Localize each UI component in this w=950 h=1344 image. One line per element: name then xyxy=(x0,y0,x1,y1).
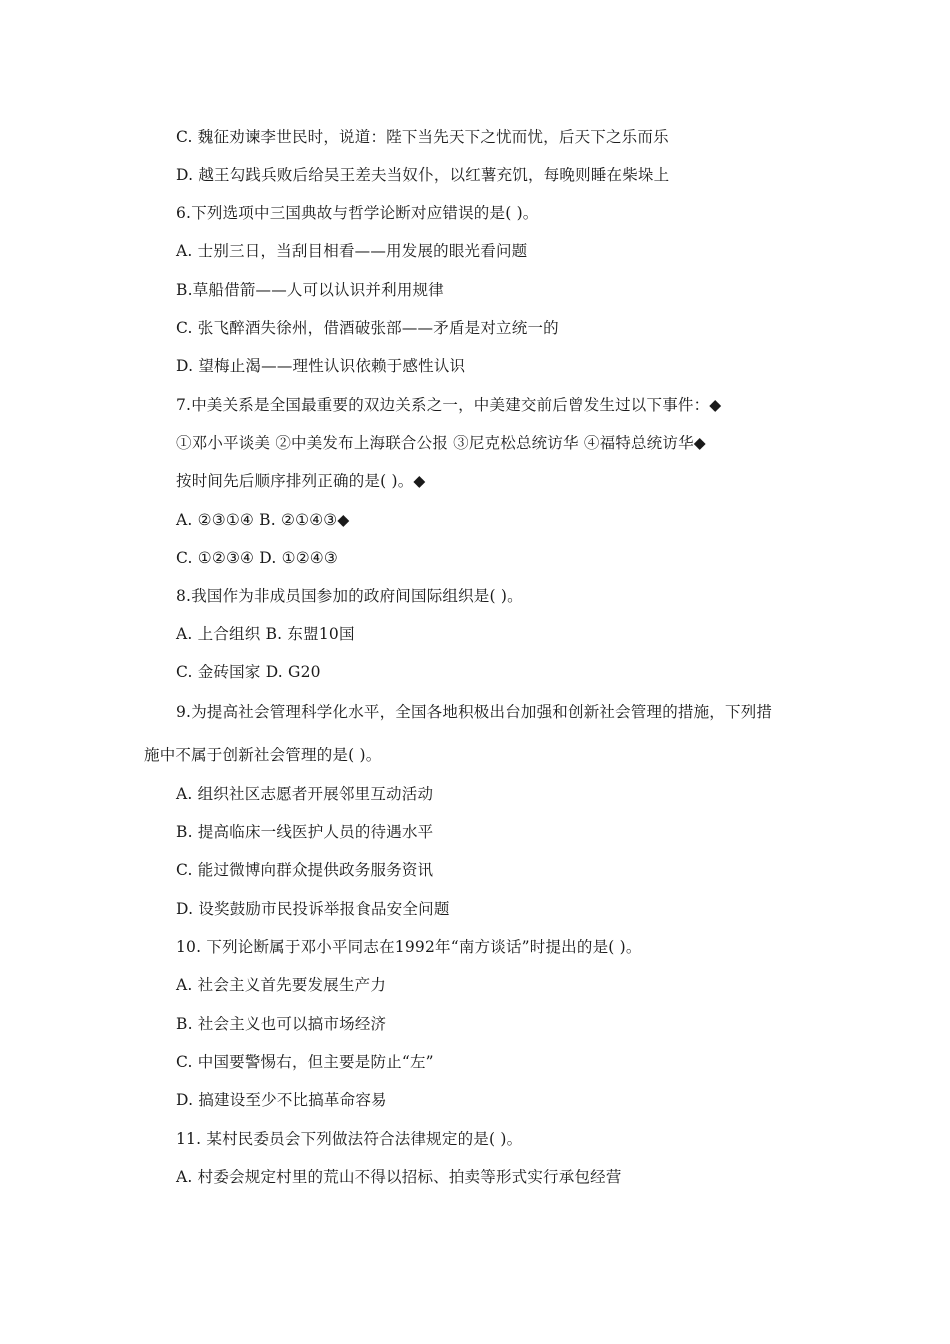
option-6d: D. 望梅止渴——理性认识依赖于感性认识 xyxy=(176,357,466,375)
option-5d: D. 越王勾践兵败后给吴王差夫当奴仆，以红薯充饥，每晚则睡在柴垛上 xyxy=(176,166,670,184)
question-9-cont: 施中不属于创新社会管理的是( )。 xyxy=(144,746,382,764)
option-9a: A. 组织社区志愿者开展邻里互动活动 xyxy=(176,785,434,803)
option-7cd: C. ①②③④ D. ①②④③ xyxy=(176,549,338,567)
option-6b: B.草船借箭——人可以认识并利用规律 xyxy=(176,281,444,299)
option-11a: A. 村委会规定村里的荒山不得以招标、拍卖等形式实行承包经营 xyxy=(176,1168,622,1186)
question-7-events: ①邓小平谈美 ②中美发布上海联合公报 ③尼克松总统访华 ④福特总统访华◆ xyxy=(176,434,706,452)
option-10c: C. 中国要警惕右，但主要是防止“左” xyxy=(176,1053,434,1071)
option-6a: A. 士别三日，当刮目相看——用发展的眼光看问题 xyxy=(176,242,528,260)
option-6c: C. 张飞醉酒失徐州，借酒破张部——矛盾是对立统一的 xyxy=(176,319,559,337)
question-7-prompt: 按时间先后顺序排列正确的是( )。◆ xyxy=(176,472,426,490)
option-7ab: A. ②③①④ B. ②①④③◆ xyxy=(176,511,350,529)
question-10: 10. 下列论断属于邓小平同志在1992年“南方谈话”时提出的是( )。 xyxy=(176,938,642,956)
option-8cd: C. 金砖国家 D. G20 xyxy=(176,663,321,681)
option-5c: C. 魏征劝谏李世民时，说道：陛下当先天下之忧而忧，后天下之乐而乐 xyxy=(176,128,669,146)
question-8: 8.我国作为非成员国参加的政府间国际组织是( )。 xyxy=(176,587,523,605)
question-7: 7.中美关系是全国最重要的双边关系之一，中美建交前后曾发生过以下事件：◆ xyxy=(176,396,722,414)
option-10a: A. 社会主义首先要发展生产力 xyxy=(176,976,387,994)
question-6: 6.下列选项中三国典故与哲学论断对应错误的是( )。 xyxy=(176,204,539,222)
option-10b: B. 社会主义也可以搞市场经济 xyxy=(176,1015,387,1033)
option-9c: C. 能过微博向群众提供政务服务资讯 xyxy=(176,861,434,879)
option-8ab: A. 上合组织 B. 东盟10国 xyxy=(176,625,355,643)
question-11: 11. 某村民委员会下列做法符合法律规定的是( )。 xyxy=(176,1130,523,1148)
option-9d: D. 设奖鼓励市民投诉举报食品安全问题 xyxy=(176,900,450,918)
question-9: 9.为提高社会管理科学化水平，全国各地积极出台加强和创新社会管理的措施，下列措 xyxy=(176,703,773,721)
option-10d: D. 搞建设至少不比搞革命容易 xyxy=(176,1091,387,1109)
option-9b: B. 提高临床一线医护人员的待遇水平 xyxy=(176,823,434,841)
